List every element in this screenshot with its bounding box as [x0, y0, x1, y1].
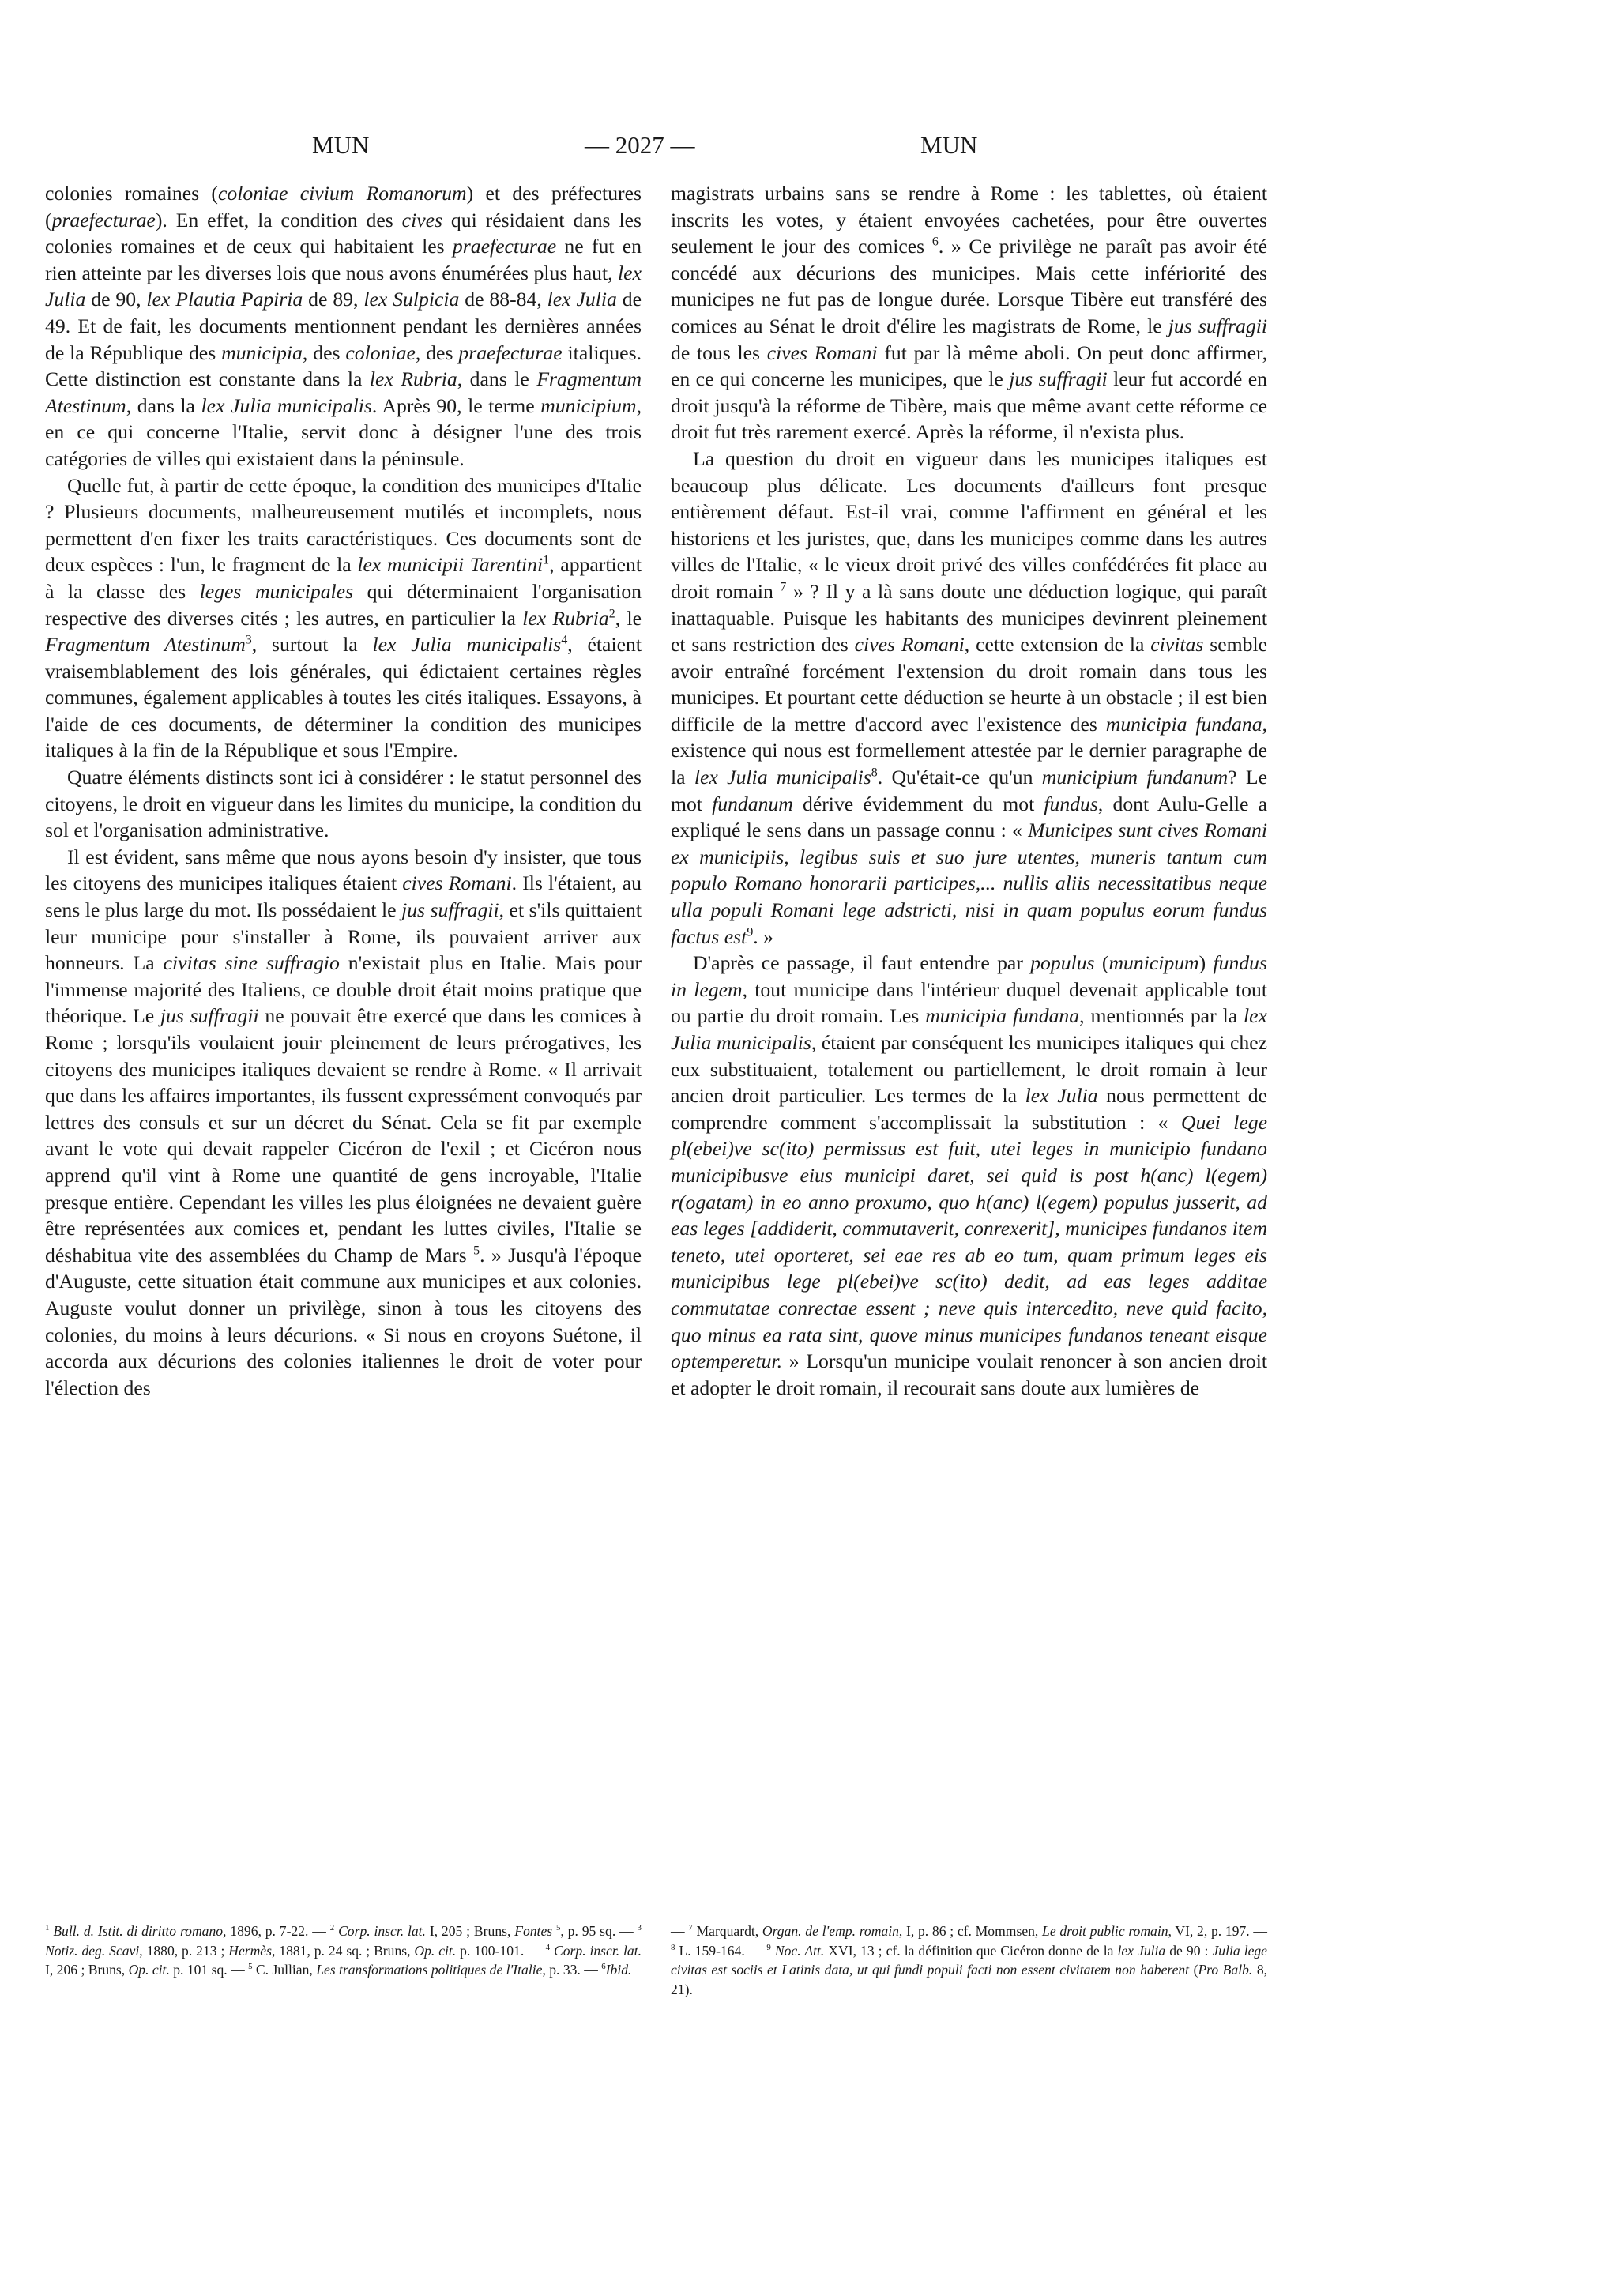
right-column — [671, 180, 1267, 1401]
paragraph: magistrats urbains sans se rendre à Rome : les tablettes, où étaient inscrits les votes, y étaient envoyées cachetées, pour être ouvertes seulement le jour des comices $^6$. » Ce privilège ne paraît pas avoir été concédé aux décurions des municipes. Mais cette infériorité des municipes ne fut pas de longue durée. Lorsque Tibère eut transféré des comices au Sénat le droit d'élire les magistrats de Rome, le jus suffragii de tous les cives Romani fut par là même aboli. On peut donc affirmer, en ce qui concerne les municipes, que le jus suffragii leur fut accordé en droit jusqu'à la réforme de Tibère, mais que même avant cette réforme ce droit fut très rarement exercé. Après la réforme, il n'exista plus. — [671, 182, 1267, 444]
paragraph: La question du droit en vigueur dans les municipes italiques est beaucoup plus délicate. Les documents d'ailleurs font presque entièrement défaut. Est-il vrai, comme l'affirment en général et les historiens et les juristes, que, dans les municipes comme dans les autres villes de l'Italie, « le vieux droit privé des villes confédérées fit place au droit romain $^7$ » ? Il y a là sans doute une déduction logique, qui paraît inattaquable. Puisque les habitants des municipes devinrent pleinement et sans restriction des cives Romani, cette extension de la civitas semble avoir entraîné forcément l'extension du droit romain dans tous les municipes. Et pourtant cette déduction se heurte à un obstacle ; il est bien difficile de la mettre d'accord avec l'existence des municipia fundana, existence qui nous est formellement attestée par le dernier paragraphe de la lex Julia municipalis$^8$. Qu'était-ce qu'un municipium fundanum? Le mot fundanum dérive évidemment du mot fundus, dont Aulu-Gelle a expliqué le sens dans un passage connu : « Municipes sunt cives Romani ex municipiis, legibus suis et suo jure utentes, muneris tantum cum populo Romano honorarii participes,... nullis aliis necessitatibus neque ulla populi Romani lege adstricti, nisi in quam populus eorum fundus factus est$^9$. » — [671, 446, 1267, 948]
header-left: MUN — [312, 131, 370, 159]
footnotes-right: — $^7$ Marquardt, Organ. de l'emp. romain, I, p. 86 ; cf. Mommsen, Le droit public romain, VI, 2, p. 197. — $^8$ L. 159-164. — $^9$ Noc. Att. XVI, 13 ; cf. la définition que Cicéron donne de la lex Julia de 90 : Julia lege civitas est sociis et Latinis data, ut qui fundi populi facti non essent civitatem non haberent (Pro Balb. 8, 21). — [671, 1923, 1268, 1997]
running-header — [0, 131, 1618, 166]
left-column — [45, 180, 642, 1401]
paragraph: Il est évident, sans même que nous ayons besoin d'y insister, que tous les citoyens des municipes italiques étaient cives Romani. Ils l'étaient, au sens le plus large du mot. Ils possédaient le jus suffragii, et s'ils quittaient leur municipe pour s'installer à Rome, ils pouvaient arriver aux honneurs. La civitas sine suffragio n'existait plus en Italie. Mais pour l'immense majorité des Italiens, ce double droit était moins pratique que théorique. Le jus suffragii ne pouvait être exercé que dans les comices à Rome ; lorsqu'ils voulaient jouir pleinement de leurs prérogatives, les citoyens des municipes italiques devaient se rendre à Rome. « Il arrivait que dans les affaires importantes, ils fussent expressément convoqués par lettres des consuls et sur un décret du Sénat. Cela se fit par exemple avant le vote qui devait rappeler Cicéron de l'exil ; et Cicéron nous apprend qu'il vint à Rome une quantité de gens incroyable, l'Italie presque entière. Cependant les villes les plus éloignées ne devaient guère être représentées aux comices et, pendant les luttes civiles, l'Italie se déshabitua vite des assemblées du Champ de Mars $^5$. » Jusqu'à l'époque d'Auguste, cette situation était commune aux municipes et aux colonies. Auguste voulut donner un privilège, sinon à tous les citoyens des colonies, du moins à leurs décurions. « Si nous en croyons Suétone, il accorda aux décurions des colonies italiennes le droit de voter pour l'élection des — [45, 845, 642, 1399]
paragraph: colonies romaines (coloniae civium Romanorum) et des préfectures (praefecturae). En effet, la condition des cives qui résidaient dans les colonies romaines et de ceux qui habitaient les praefecturae ne fut en rien atteinte par les diverses lois que nous avons énumérées plus haut, lex Julia de 90, lex Plautia Papiria de 89, lex Sulpicia de 88-84, lex Julia de 49. Et de fait, les documents mentionnent pendant les dernières années de la République des municipia, des coloniae, des praefecturae italiques. Cette distinction est constante dans la lex Rubria, dans le Fragmentum Atestinum, dans la lex Julia municipalis. Après 90, le terme municipium, en ce qui concerne l'Italie, servit donc à désigner l'une des trois catégories de villes qui existaient dans la péninsule. — [45, 182, 642, 470]
page-number: — 2027 — — [585, 131, 695, 159]
paragraph: D'après ce passage, il faut entendre par populus (municipum) fundus in legem, tout municipe dans l'intérieur duquel devenait applicable tout ou partie du droit romain. Les municipia fundana, mentionnés par la lex Julia municipalis, étaient par conséquent les municipes italiques qui chez eux substituaient, totalement ou partiellement, le droit romain à leur ancien droit particulier. Les termes de la lex Julia nous permettent de comprendre comment s'accomplissait la substitution : « Quei lege pl(ebei)ve sc(ito) permissus est fuit, utei leges in municipio fundano municipibusve eius municipi daret, sei quid is post h(anc) l(egem) r(ogatam) in eo anno proxumo, quo h(anc) l(egem) populus jusserit, ad eas leges [addiderit, commutaverit, conrexerit], municipes fundanos item teneto, utei oporteret, sei eae res ab eo tum, quam primum leges eis municipibus lege pl(ebei)ve sc(ito) dedit, ad eas leges additae commutatae conrectae essent ; neve quis intercedito, neve quid facito, quo minus ea rata sint, quove minus municipes fundanos teneant eisque optemperetur. » Lorsqu'un municipe voulait renoncer à son ancien droit et adopter le droit romain, il recourait sans doute aux lumières de — [671, 951, 1268, 1399]
paragraph: Quatre éléments distincts sont ici à considérer : le statut personnel des citoyens, le droit en vigueur dans les limites du municipe, la condition du sol et l'organisation administrative. — [45, 766, 642, 842]
footnotes-left: $^1$ Bull. d. Istit. di diritto romano, 1896, p. 7-22. — $^2$ Corp. inscr. lat. I, 205 ; Bruns, Fontes $^5$, p. 95 sq. — $^3$ Notiz. deg. Scavi, 1880, p. 213 ; Hermès, 1881, p. 24 sq. ; Bruns, Op. cit. p. 100-101. — $^4$ Corp. inscr. lat. I, 206 ; Bruns, Op. cit. p. 101 sq. — $^5$ C. Jullian, Les transformations politiques de l'Italie, p. 33. — $^6$Ibid. — [45, 1923, 642, 1978]
paragraph: Quelle fut, à partir de cette époque, la condition des municipes d'Italie ? Plusieurs documents, malheureusement mutilés et incomplets, nous permettent d'en fixer les traits caractéristiques. Ces documents sont de deux espèces : l'un, le fragment de la lex municipii Tarentini$^1$, appartient à la classe des leges municipales qui déterminaient l'organisation respective des diverses cités ; les autres, en particulier la lex Rubria$^2$, le Fragmentum Atestinum$^3$, surtout la lex Julia municipalis$^4$, étaient vraisemblablement des lois générales, qui édictaient certaines règles communes, également applicables à toutes les cités italiques. Essayons, à l'aide de ces documents, de déterminer la condition des municipes italiques à la fin de la République et sous l'Empire. — [45, 473, 642, 762]
header-right: MUN — [920, 131, 978, 159]
